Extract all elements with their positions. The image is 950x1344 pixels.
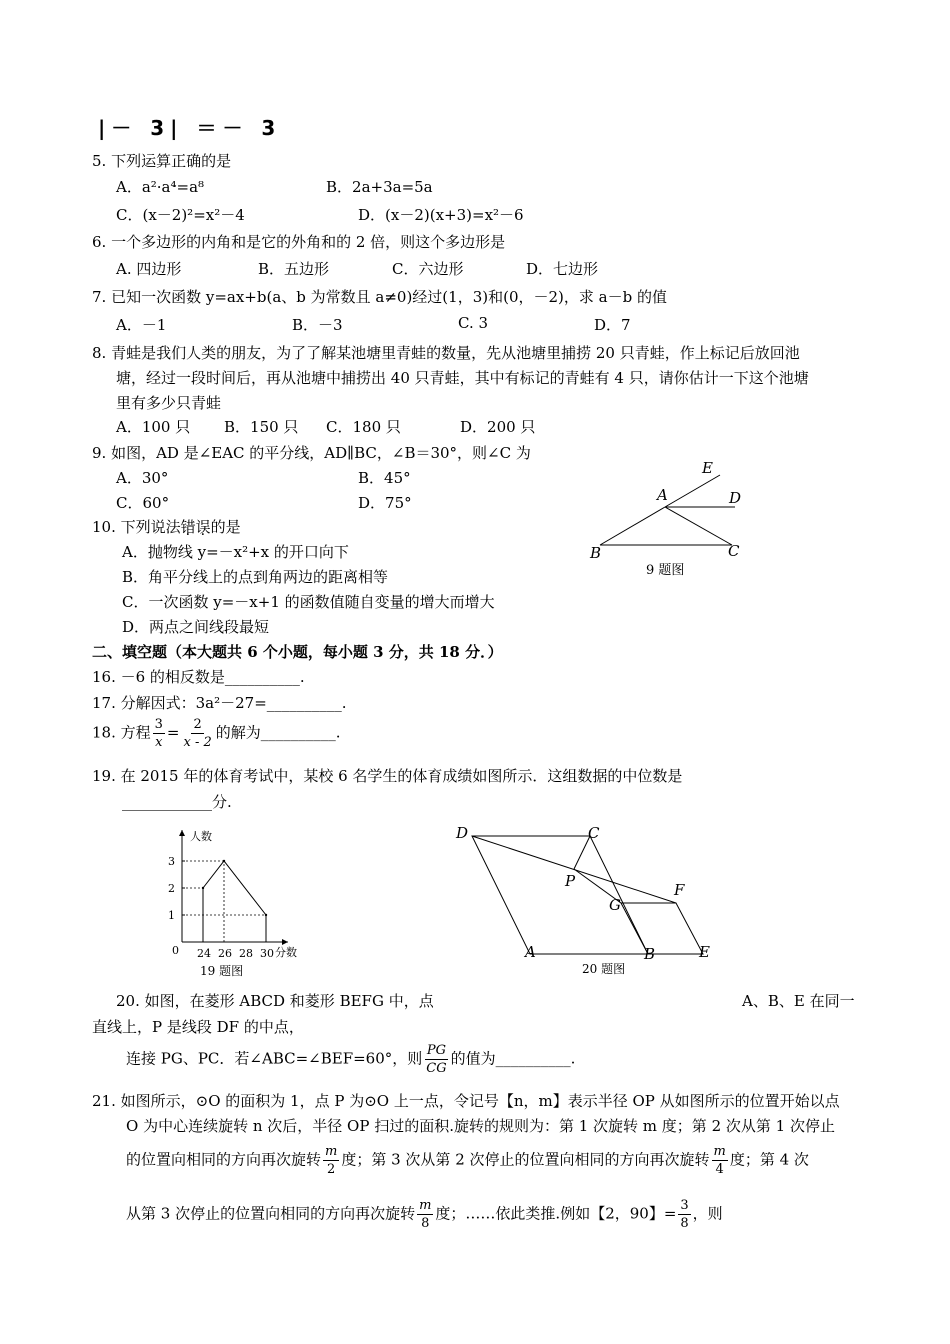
chart-x-tick-0: 0 bbox=[172, 944, 179, 957]
q21-line-3a: 的位置向相同的方向再次旋转 bbox=[126, 1150, 322, 1169]
q10-option-c: C．一次函数 y=－x+1 的函数值随自变量的增大而增大 bbox=[122, 593, 495, 611]
q6-option-d: D．七边形 bbox=[526, 260, 599, 278]
q8-option-d: D．200 只 bbox=[460, 418, 536, 436]
q9-label-d: D bbox=[729, 489, 742, 507]
q18-fraction-1 bbox=[153, 716, 165, 751]
q20-line-3 bbox=[126, 1042, 575, 1077]
q21-line-3 bbox=[126, 1143, 809, 1178]
q21-f3-den: 8 bbox=[421, 1216, 430, 1231]
q9-label-a: A bbox=[657, 486, 668, 504]
q10-emph-1: 错 bbox=[180, 518, 196, 536]
q8-option-c: C．180 只 bbox=[326, 418, 401, 436]
q16: 16. －6 的相反数是__________. bbox=[92, 668, 305, 686]
q9-segment-ba bbox=[600, 507, 665, 545]
q21-line-1: 21. 如图所示，⊙O 的面积为 1，点 P 为⊙O 上一点，令记号【n，m】表示半径 OP 从如图所示的位置开始以点 bbox=[92, 1092, 840, 1110]
q21-f2-den: 4 bbox=[715, 1162, 724, 1177]
q9-stem: 9. 如图，AD 是∠EAC 的平分线，AD∥BC，∠B＝30°，则∠C 为 bbox=[92, 444, 531, 462]
q18-f2-num: 2 bbox=[193, 717, 202, 732]
q10-stem bbox=[92, 516, 241, 537]
q6-option-a: A. 四边形 bbox=[116, 260, 182, 278]
q21-line-4a: 从第 3 次停止的位置向相同的方向再次旋转 bbox=[126, 1204, 416, 1223]
q9-ray-ae bbox=[665, 475, 720, 507]
q19-line-2: ____________分. bbox=[122, 793, 232, 811]
q9-option-a: A．30° bbox=[116, 469, 169, 487]
q21-fraction-2 bbox=[712, 1143, 728, 1178]
q18-fraction-2 bbox=[181, 716, 213, 751]
q20-line-3-pre: 连接 PG、PC．若∠ABC=∠BEF=60°，则 bbox=[126, 1049, 423, 1068]
q21-f3-num: m bbox=[419, 1198, 432, 1213]
q8-line-3: 里有多少只青蛙 bbox=[116, 394, 222, 412]
q20-label-a: A bbox=[525, 943, 536, 961]
q9-option-d: D．75° bbox=[358, 494, 412, 512]
q8-option-b: B．150 只 bbox=[224, 418, 299, 436]
q20-line-2: 直线上，P 是线段 DF 的中点， bbox=[92, 1018, 304, 1036]
chart-y-tick-2: 2 bbox=[168, 882, 175, 895]
q18-post: 的解为__________. bbox=[215, 723, 341, 742]
q21-line-4 bbox=[126, 1197, 723, 1232]
q20-rhombus-abcd bbox=[472, 836, 648, 954]
q20-label-f: F bbox=[674, 881, 685, 899]
q9-option-b: B．45° bbox=[358, 469, 411, 487]
q19-line-1: 19. 在 2015 年的体育考试中，某校 6 名学生的体育成绩如图所示．这组数据的中位数是 bbox=[92, 767, 683, 785]
chart-x-tick-24: 24 bbox=[197, 947, 211, 960]
q9-caption: 9 题图 bbox=[646, 563, 685, 578]
chart-ticks bbox=[168, 855, 274, 960]
q9-figure bbox=[580, 455, 760, 580]
q8-line-2: 塘，经过一段时间后，再从池塘中捕捞出 40 只青蛙，其中有标记的青蛙有 4 只，请你估计一下这个池塘 bbox=[116, 369, 809, 387]
q20-fraction bbox=[424, 1042, 448, 1077]
q20-line-1b: A、B、E 在同一 bbox=[742, 992, 855, 1010]
q5-option-c: C．(x－2)²=x²－4 bbox=[116, 206, 245, 224]
q21-f1-num: m bbox=[325, 1144, 338, 1159]
q10-stem-post: 的是 bbox=[210, 518, 241, 536]
q20-label-p: P bbox=[565, 872, 576, 890]
chart-x-tick-26: 26 bbox=[218, 947, 232, 960]
q20-frac-num: PG bbox=[426, 1043, 446, 1058]
q9-label-c: C bbox=[728, 542, 740, 560]
q7-option-b: B．－3 bbox=[292, 316, 343, 334]
q20-rhombus-befg bbox=[621, 903, 703, 954]
q9-label-b: B bbox=[590, 544, 602, 562]
q21-f1-den: 2 bbox=[327, 1162, 336, 1177]
q8-option-a: A．100 只 bbox=[116, 418, 191, 436]
chart-y-label: 人数 bbox=[190, 830, 212, 843]
q5-stem: 5. 下列运算正确的是 bbox=[92, 152, 232, 170]
q5-option-b: B．2a+3a=5a bbox=[326, 178, 433, 196]
q18-f1-den: x bbox=[155, 735, 163, 750]
q20-label-g: G bbox=[609, 896, 621, 914]
q20-label-d: D bbox=[456, 824, 469, 842]
q10-emph-2: 误 bbox=[195, 518, 211, 536]
q7-option-a: A．－1 bbox=[116, 316, 167, 334]
section-2-heading: 二、填空题（本大题共 6 个小题，每小题 3 分，共 18 分．） bbox=[92, 643, 503, 661]
q18 bbox=[92, 716, 341, 751]
q10-option-a: A．抛物线 y=－x²+x 的开口向下 bbox=[122, 543, 349, 561]
q10-option-b: B．角平分线上的点到角两边的距离相等 bbox=[122, 568, 389, 586]
q18-f2-den: x - 2 bbox=[183, 735, 212, 750]
chart-y-tick-1: 1 bbox=[168, 909, 175, 922]
q21-f4-num: 3 bbox=[680, 1198, 689, 1213]
chart-x-label: 分数 bbox=[275, 946, 297, 959]
q20-line-1a: 20. 如图，在菱形 ABCD 和菱形 BEFG 中，点 bbox=[116, 992, 434, 1010]
q21-f2-num: m bbox=[713, 1144, 726, 1159]
q6-stem: 6. 一个多边形的内角和是它的外角和的 2 倍，则这个多边形是 bbox=[92, 233, 506, 251]
q20-label-b: B bbox=[644, 945, 656, 963]
q21-line-2: O 为中心连续旋转 n 次后，半径 OP 扫过的面积.旋转的规则为：第 1 次旋转 m 度；第 2 次从第 1 次停止 bbox=[126, 1117, 835, 1135]
q9-option-c: C．60° bbox=[116, 494, 170, 512]
chart-caption: 19 题图 bbox=[200, 964, 244, 978]
q18-eq: = bbox=[166, 723, 180, 742]
q7-stem: 7. 已知一次函数 y=ax+b(a、b 为常数且 a≠0)经过(1，3)和(0，－2)，求 a－b 的值 bbox=[92, 288, 667, 306]
q10-option-d: D．两点之间线段最短 bbox=[122, 618, 270, 636]
q6-option-b: B．五边形 bbox=[258, 260, 330, 278]
q17: 17. 分解因式：3a²－27=__________. bbox=[92, 694, 347, 712]
chart-y-tick-3: 3 bbox=[168, 855, 175, 868]
q21-fraction-1 bbox=[323, 1143, 339, 1178]
q5-option-d: D．(x－2)(x+3)=x²－6 bbox=[358, 206, 524, 224]
q21-fraction-3 bbox=[417, 1197, 433, 1232]
q21-line-3b: 度；第 3 次从第 2 次停止的位置向相同的方向再次旋转 bbox=[341, 1150, 710, 1169]
q10-stem-pre: 10. 下列说法 bbox=[92, 518, 181, 536]
q21-line-4c: ，则 bbox=[692, 1204, 723, 1223]
chart-x-tick-28: 28 bbox=[239, 947, 253, 960]
q21-line-4b: 度；……依此类推.例如【2，90】= bbox=[435, 1204, 677, 1223]
chart-x-tick-30: 30 bbox=[260, 947, 274, 960]
q7-option-c: C. 3 bbox=[458, 314, 489, 332]
header-expression: |－ 3| ＝－ 3 bbox=[98, 116, 282, 140]
q18-f1-num: 3 bbox=[154, 717, 163, 732]
q18-pre: 18. 方程 bbox=[92, 723, 151, 742]
q21-f4-den: 8 bbox=[680, 1216, 689, 1231]
q7-option-d: D．7 bbox=[594, 316, 631, 334]
q8-line-1: 8. 青蛙是我们人类的朋友，为了了解某池塘里青蛙的数量，先从池塘里捕捞 20 只青蛙，作上标记后放回池 bbox=[92, 344, 800, 362]
q6-option-c: C．六边形 bbox=[392, 260, 464, 278]
q9-label-e: E bbox=[702, 459, 713, 477]
q20-label-e: E bbox=[699, 943, 710, 961]
q20-label-c: C bbox=[588, 824, 600, 842]
q5-option-a: A．a²·a⁴=a⁸ bbox=[116, 178, 205, 196]
q9-segment-ac bbox=[665, 507, 732, 545]
q20-frac-den: CG bbox=[426, 1061, 447, 1076]
chart-series-line bbox=[203, 861, 266, 942]
q21-line-3c: 度；第 4 次 bbox=[729, 1150, 809, 1169]
q20-line-3-post: 的值为__________. bbox=[450, 1049, 576, 1068]
q21-fraction-4 bbox=[678, 1197, 690, 1232]
q19-chart bbox=[160, 822, 310, 984]
q20-caption: 20 题图 bbox=[582, 962, 626, 976]
q20-figure bbox=[450, 820, 720, 980]
